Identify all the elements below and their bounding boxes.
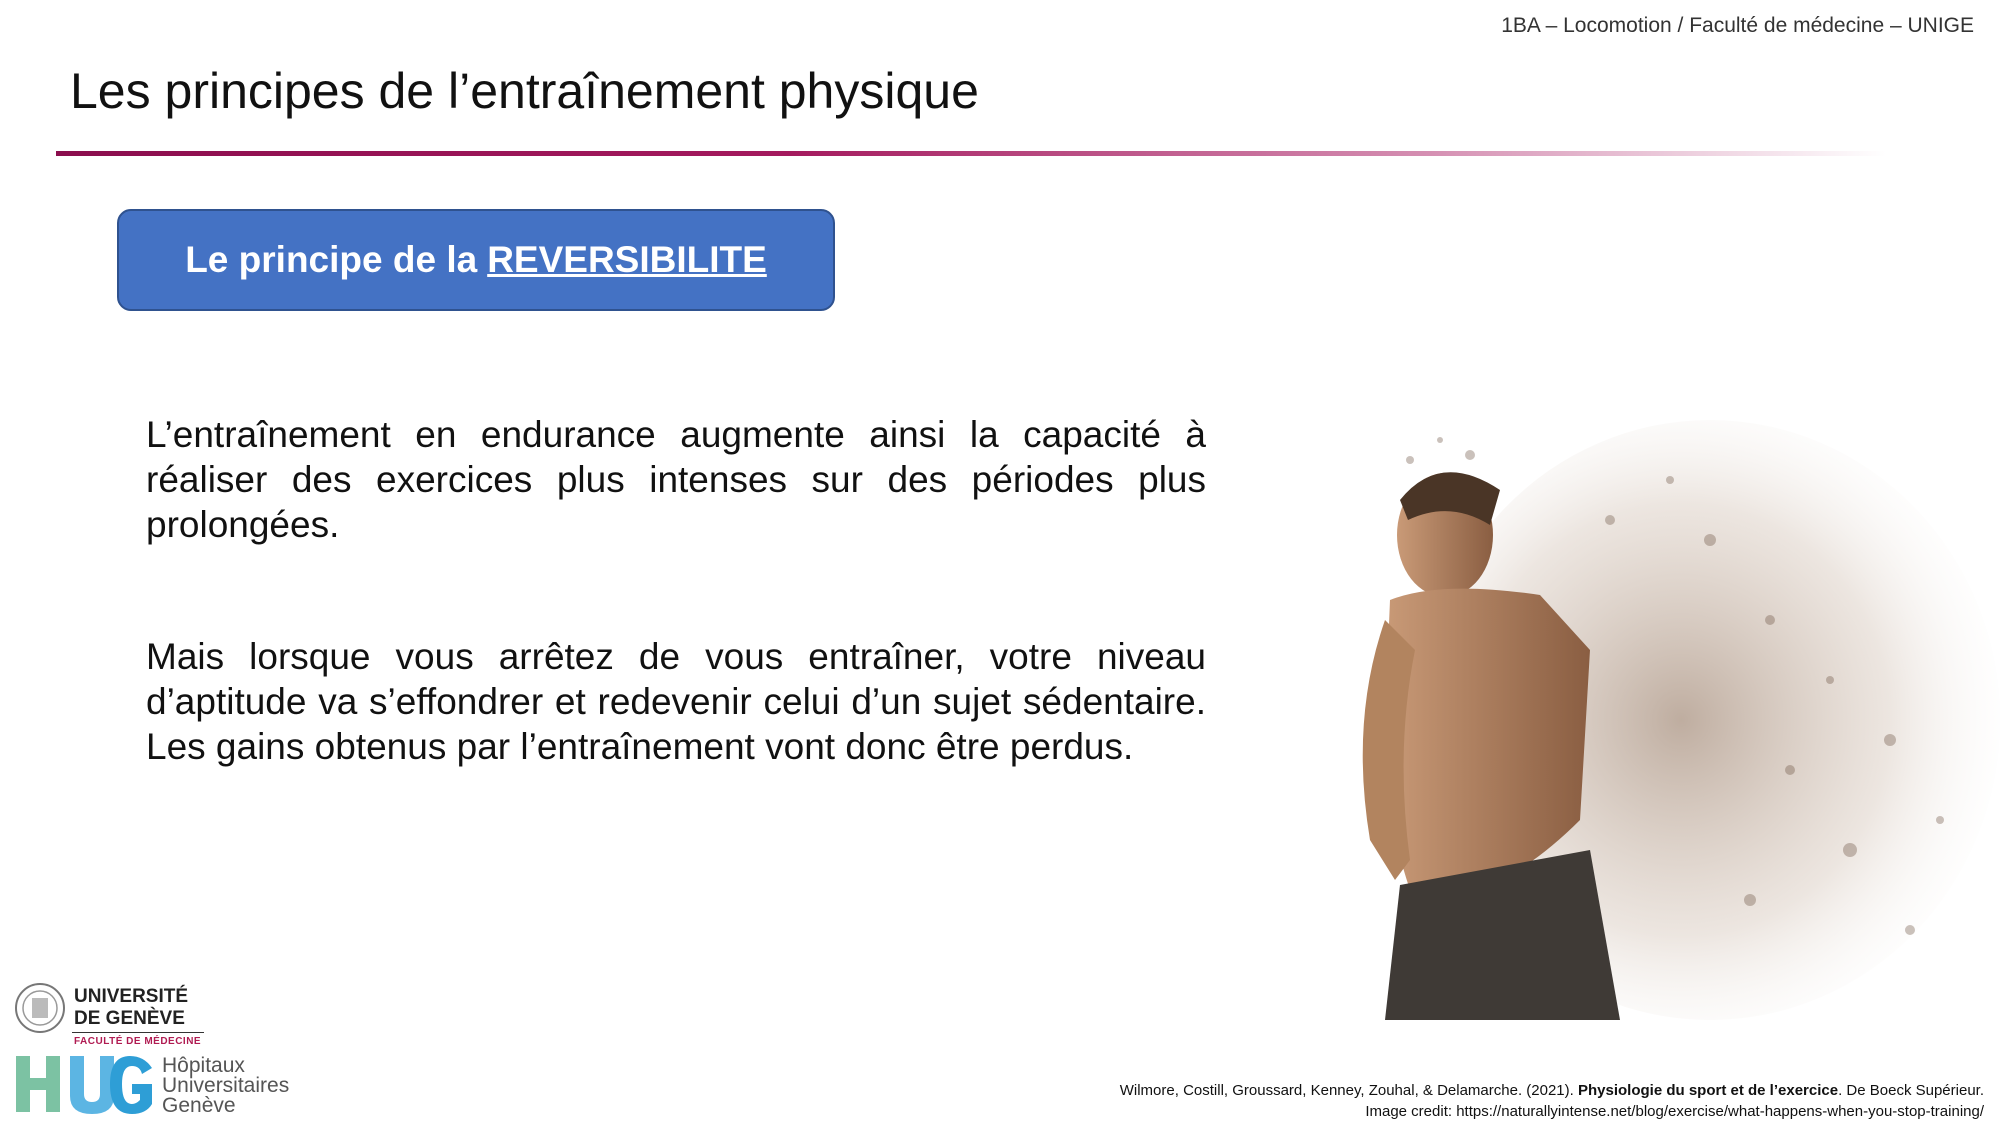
image-credit: Image credit: https://naturallyintense.net/blog/exercise/what-happens-when-you-stop-training/ (1365, 1103, 1984, 1120)
course-header: 1BA – Locomotion / Faculté de médecine – UNIGE (1501, 14, 1974, 37)
unige-faculty: FACULTÉ DE MÉDECINE (74, 1036, 202, 1047)
reference-line: Wilmore, Costill, Groussard, Kenney, Zouhal, & Delamarche. (2021). Physiologie du sport et de l’exercice. De Boeck Supérieur. (1119, 1082, 1984, 1099)
paragraph-endurance: L’entraînement en endurance augmente ainsi la capacité à réaliser des exercices plus intenses sur des périodes plus prolongées. (146, 414, 1206, 545)
hug-name: Hôpitaux Universitaires Genève (162, 1054, 290, 1117)
disintegrating-man-photo (1290, 420, 2000, 1020)
principle-prefix: Le principe de la (185, 239, 478, 280)
hug-mark-icon (14, 1054, 154, 1116)
slide-title: Les principes de l’entraînement physique (70, 63, 979, 119)
unige-logo (14, 978, 204, 1048)
unige-name: UNIVERSITÉ DE GENÈVE (74, 986, 189, 1029)
principle-keyword: REVERSIBILITE (487, 239, 767, 280)
paragraph-reversibility: Mais lorsque vous arrêtez de vous entraîner, votre niveau d’aptitude va s’effondrer et redevenir celui d’un sujet sédentaire. Les gains obtenus par l’entraînement vont donc être perdus. (146, 636, 1206, 767)
citation (1120, 1080, 1984, 1122)
university-seal-icon (14, 982, 66, 1034)
unige-divider (72, 1032, 204, 1033)
principle-box (117, 209, 835, 311)
hug-logo (14, 1054, 290, 1119)
title-divider (56, 151, 1886, 156)
